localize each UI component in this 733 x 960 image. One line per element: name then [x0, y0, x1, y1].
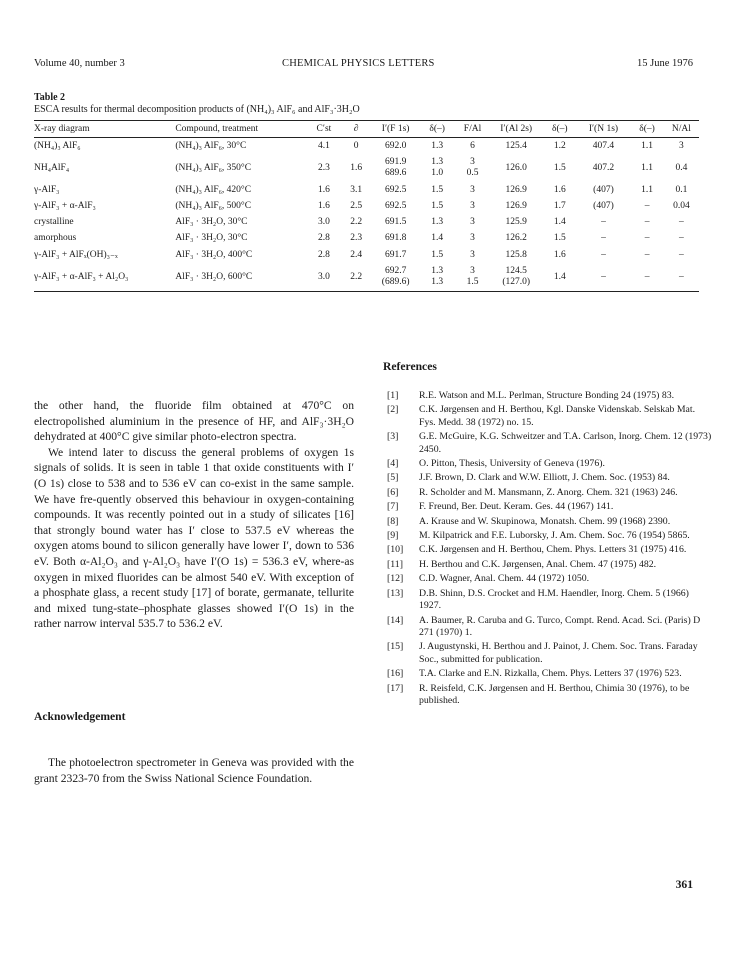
reference-item	[383, 641, 713, 666]
table-cell: amorphous	[34, 233, 77, 243]
reference-text: A. Krause and W. Skupinowa, Monatsh. Chem. 99 (1968) 2390.	[419, 515, 671, 527]
column-header: N/Al	[671, 124, 691, 134]
column-header: X-ray diagram	[34, 124, 90, 134]
table-cell: –	[644, 272, 650, 282]
table-cell: 1.5	[431, 185, 444, 195]
reference-number: [4]	[387, 458, 399, 470]
table-cell: –	[601, 272, 606, 282]
table-cell: 407.4	[592, 141, 615, 151]
table-cell: γ-AlF₃ + α-AlF₃ + Al₂O₃	[34, 272, 129, 282]
reference-item	[383, 390, 713, 402]
table-cell: 125.4	[505, 141, 527, 151]
acknowledgement-text: The photoelectron spectrometer in Geneva was provided with the grant 2323-70 from the Swiss National Science Foundation.	[34, 756, 354, 785]
table-cell: 1.5	[553, 163, 566, 173]
references-list	[383, 390, 713, 709]
table-row	[34, 138, 699, 154]
table-cell: 126.0	[505, 163, 527, 173]
reference-number: [13]	[387, 587, 404, 599]
table-cell: –	[644, 201, 650, 211]
table-cell: 1.2	[553, 141, 566, 151]
reference-text: A. Baumer, R. Caruba and G. Turco, Compt. Rend. Acad. Sci. (Paris) D 271 (1970) 1.	[419, 614, 701, 638]
table-cell: (NH₄)₃ AlF₆, 30°C	[175, 141, 247, 151]
table-2	[34, 92, 699, 292]
table-cell: 691.8	[384, 233, 407, 243]
table-cell: 6	[470, 141, 475, 151]
table-cell: AlF₃ · 3H₂O, 30°C	[175, 233, 248, 243]
reference-item	[383, 530, 713, 542]
reference-item	[383, 516, 713, 528]
reference-number: [8]	[387, 515, 399, 527]
table-cell: 1.6	[318, 185, 330, 195]
table-cell: 125.9	[505, 217, 527, 227]
table-cell: 2.2	[350, 272, 363, 282]
table-cell: 1.6	[553, 185, 566, 195]
reference-number: [16]	[387, 668, 404, 680]
reference-item	[383, 668, 713, 680]
table-caption: ESCA results for thermal decomposition products of (NH₄)₃ AlF₆ and AlF₃·3H₂O	[34, 104, 360, 115]
table-cell: 1.3	[431, 217, 444, 227]
table-cell: 407.2	[592, 163, 615, 173]
reference-item	[383, 544, 713, 556]
table-cell: (NH₄)₃ AlF₆, 500°C	[175, 201, 252, 211]
table-cell: 1.5	[431, 201, 444, 211]
reference-text: G.E. McGuire, K.G. Schweitzer and T.A. Carlson, Inorg. Chem. 12 (1973) 2450.	[419, 431, 712, 455]
table-row	[34, 182, 699, 198]
table-cell: 2.4	[350, 249, 363, 260]
left-column-text	[34, 398, 354, 632]
table-cell: –	[644, 233, 650, 243]
table-row	[34, 263, 699, 291]
reference-item	[383, 559, 713, 571]
table-cell: (NH₄)₃ AlF₆	[34, 141, 81, 151]
table-cell: 126.9	[505, 185, 527, 195]
table-cell: –	[601, 217, 606, 227]
table-cell: 1.3 1.0	[431, 157, 444, 178]
esca-results-table	[34, 121, 699, 291]
reference-text: D.B. Shinn, D.S. Crocket and H.M. Haendler, Inorg. Chem. 5 (1966) 1927.	[419, 587, 689, 612]
reference-number: [9]	[387, 530, 399, 542]
table-cell: 1.1	[641, 163, 654, 173]
table-cell: –	[679, 233, 684, 243]
body-paragraph-2: We intend later to discuss the general problems of oxygen 1s signals of solids. It is seen in table 1 that oxide constituents with I′(O 1s) close to 538 and to 536 eV can co-exist in the same sample. We have fre-quently observed this behaviour in oxygen-containing compounds. It was recently pointed out in a study of silicates [16] that strongly bound water has I′ close to 537.5 eV whereas the oxygen atoms bound to silicon generally have lower I′, down to 536 eV. Both α-Al₂O₃ and γ-Al₂O₃ have I′(O 1s) = 536.3 eV, where-as oxygen in mixed fluorides can be almost 540 eV. With exception of a phosphate glass, a recent study [17] of borate, germanate, tellurite and mixed tung-state–phosphate glasses showed I′(O 1s) in the rather narrow interval 535.7 to 536.2 eV.	[34, 445, 354, 631]
table-row	[34, 214, 699, 230]
table-cell: 4.1	[318, 141, 330, 151]
table-cell: crystalline	[34, 217, 74, 227]
column-header: δ(–)	[639, 124, 655, 134]
table-cell: 691.7	[384, 249, 407, 260]
table-cell: (407)	[593, 201, 614, 211]
reference-text: C.K. Jørgensen and H. Berthou, Chem. Phys. Letters 31 (1975) 416.	[419, 544, 687, 556]
table-cell: 1.6	[318, 201, 330, 211]
table-cell: γ-AlF₃ + AlFₓ(OH)₃₋ₓ	[34, 250, 118, 260]
reference-text: R. Scholder and M. Mansmann, Z. Anorg. Chem. 321 (1963) 246.	[419, 486, 678, 498]
column-header: δ(–)	[429, 124, 445, 134]
table-cell: 1.3 1.3	[431, 266, 444, 287]
table-cell: 691.9 689.6	[384, 157, 407, 178]
running-head	[34, 58, 693, 72]
reference-item	[383, 487, 713, 499]
reference-item	[383, 683, 713, 708]
reference-item	[383, 431, 713, 456]
reference-text: T.A. Clarke and E.N. Rizkalla, Chem. Phys. Letters 37 (1976) 523.	[419, 668, 682, 680]
reference-text: M. Kilpatrick and F.E. Luborsky, J. Am. Chem. Soc. 76 (1954) 5865.	[419, 530, 690, 542]
table-cell: 3.0	[318, 272, 330, 282]
column-header: δ(–)	[552, 124, 568, 134]
issue-date: 15 June 1976	[637, 58, 693, 69]
table-cell: 692.0	[384, 141, 407, 151]
table-cell: 3 0.5	[466, 157, 479, 178]
table-cell: 3	[679, 141, 684, 151]
table-cell: NH₄AlF₄	[34, 163, 70, 173]
column-header: I′(F 1s)	[381, 124, 410, 134]
table-cell: (407)	[593, 185, 614, 195]
reference-item	[383, 588, 713, 613]
table-cell: 1.4	[553, 217, 566, 227]
table-cell: 2.2	[350, 217, 363, 227]
acknowledgement-heading: Acknowledgement	[34, 710, 126, 723]
table-cell: 2.3	[350, 233, 363, 243]
table-row	[34, 230, 699, 246]
table-cell: 3 1.5	[466, 266, 479, 287]
table-cell: 3	[470, 233, 475, 243]
column-header: I′(Al 2s)	[500, 124, 533, 134]
table-cell: 1.3	[431, 141, 444, 151]
table-cell: 1.4	[431, 233, 444, 243]
table-cell: 3	[470, 201, 475, 211]
table-cell: 125.8	[505, 249, 527, 260]
table-cell: 1.7	[553, 201, 566, 211]
table-cell: 2.8	[318, 233, 330, 243]
column-header: ∂	[353, 124, 359, 134]
table-bottom-rule	[34, 291, 699, 292]
table-cell: 2.3	[318, 163, 330, 173]
column-header: Compound, treatment	[175, 124, 259, 134]
table-row	[34, 198, 699, 214]
table-header-row	[34, 121, 699, 138]
column-header: I′(N 1s)	[588, 124, 619, 134]
table-cell: –	[644, 217, 650, 227]
reference-item	[383, 404, 713, 429]
table-row	[34, 246, 699, 263]
reference-number: [6]	[387, 486, 399, 498]
reference-text: J.F. Brown, D. Clark and W.W. Elliott, J. Chem. Soc. (1953) 84.	[419, 472, 670, 484]
column-header: C′st	[316, 124, 332, 134]
reference-item	[383, 472, 713, 484]
table-cell: AlF₃ · 3H₂O, 400°C	[175, 249, 253, 260]
reference-text: C.K. Jørgensen and H. Berthou, Kgl. Danske Videnskab. Selskab Mat. Fys. Medd. 38 (1972) no. 15.	[419, 404, 696, 428]
reference-number: [3]	[387, 431, 399, 443]
table-cell: AlF₃ · 3H₂O, 30°C	[175, 217, 248, 227]
reference-number: [17]	[387, 682, 404, 694]
reference-number: [2]	[387, 404, 399, 416]
reference-number: [7]	[387, 501, 399, 513]
table-cell: 0.4	[675, 163, 688, 173]
table-cell: 691.5	[384, 217, 407, 227]
table-cell: 3	[470, 217, 475, 227]
table-cell: 3	[470, 185, 475, 195]
reference-item	[383, 573, 713, 585]
table-cell: 1.5	[431, 249, 444, 260]
table-cell: 1.1	[641, 141, 654, 151]
reference-text: C.D. Wagner, Anal. Chem. 44 (1972) 1050.	[419, 573, 590, 585]
reference-text: F. Freund, Ber. Deut. Keram. Ges. 44 (1967) 141.	[419, 501, 614, 513]
table-cell: 126.9	[505, 201, 527, 211]
table-cell: 1.1	[641, 185, 654, 195]
reference-item	[383, 615, 713, 640]
table-cell: –	[679, 272, 684, 282]
table-cell: 3	[470, 249, 475, 260]
table-cell: 1.5	[553, 233, 566, 243]
table-cell: 692.5	[384, 201, 407, 211]
reference-item	[383, 501, 713, 513]
table-cell: 1.4	[553, 272, 566, 282]
table-cell: 692.7 (689.6)	[381, 266, 410, 287]
reference-number: [5]	[387, 472, 399, 484]
reference-number: [14]	[387, 614, 404, 626]
page-number: 361	[675, 878, 693, 891]
table-cell: –	[679, 217, 684, 227]
body-paragraph-1: the other hand, the fluoride film obtained at 470°C on electropolished aluminium in the presence of HF, and AlF₃·3H₂O dehydrated at 400°C give similar photo-electron spectra.	[34, 399, 354, 444]
table-cell: 692.5	[384, 185, 407, 195]
table-cell: 1.6	[350, 163, 363, 173]
table-body	[34, 138, 699, 291]
reference-number: [15]	[387, 641, 404, 653]
table-cell: 1.6	[553, 249, 566, 260]
reference-text: J. Augustynski, H. Berthou and J. Painot, J. Chem. Soc. Trans. Faraday Soc., submitted for publication.	[419, 641, 698, 665]
reference-text: R. Reisfeld, C.K. Jørgensen and H. Berthou, Chimia 30 (1976), to be published.	[419, 682, 690, 706]
table-cell: 0.04	[673, 201, 690, 211]
reference-text: O. Pitton, Thesis, University of Geneva (1976).	[419, 458, 605, 470]
table-row	[34, 154, 699, 182]
table-cell: γ-AlF₃	[34, 185, 60, 195]
table-cell: –	[601, 233, 606, 243]
reference-text: R.E. Watson and M.L. Perlman, Structure Bonding 24 (1975) 83.	[419, 390, 675, 401]
reference-number: [12]	[387, 573, 404, 585]
table-cell: 126.2	[505, 233, 527, 243]
reference-number: [11]	[387, 558, 403, 570]
table-cell: AlF₃ · 3H₂O, 600°C	[175, 272, 253, 282]
reference-text: H. Berthou and C.K. Jørgensen, Anal. Chem. 47 (1975) 482.	[419, 558, 657, 570]
reference-item	[383, 458, 713, 470]
table-cell: 124.5 (127.0)	[502, 266, 531, 287]
table-cell: (NH₄)₃ AlF₆, 350°C	[175, 163, 252, 173]
references-heading: References	[383, 360, 437, 373]
table-label: Table 2	[34, 92, 66, 103]
column-header: F/Al	[463, 124, 482, 134]
table-cell: 0	[353, 141, 359, 151]
table-cell: (NH₄)₃ AlF₆, 420°C	[175, 185, 252, 195]
table-cell: 2.8	[318, 249, 330, 260]
journal-title: CHEMICAL PHYSICS LETTERS	[282, 58, 435, 69]
table-cell: –	[644, 249, 650, 260]
volume-info: Volume 40, number 3	[34, 58, 125, 69]
reference-number: [10]	[387, 544, 404, 556]
reference-number: [1]	[387, 390, 399, 401]
table-cell: γ-AlF₃ + α-AlF₃	[34, 201, 96, 211]
table-cell: 2.5	[350, 201, 363, 211]
table-cell: –	[601, 249, 606, 260]
table-cell: 3.1	[350, 185, 363, 195]
table-cell: –	[679, 249, 684, 260]
table-cell: 3.0	[318, 217, 330, 227]
table-cell: 0.1	[675, 185, 688, 195]
